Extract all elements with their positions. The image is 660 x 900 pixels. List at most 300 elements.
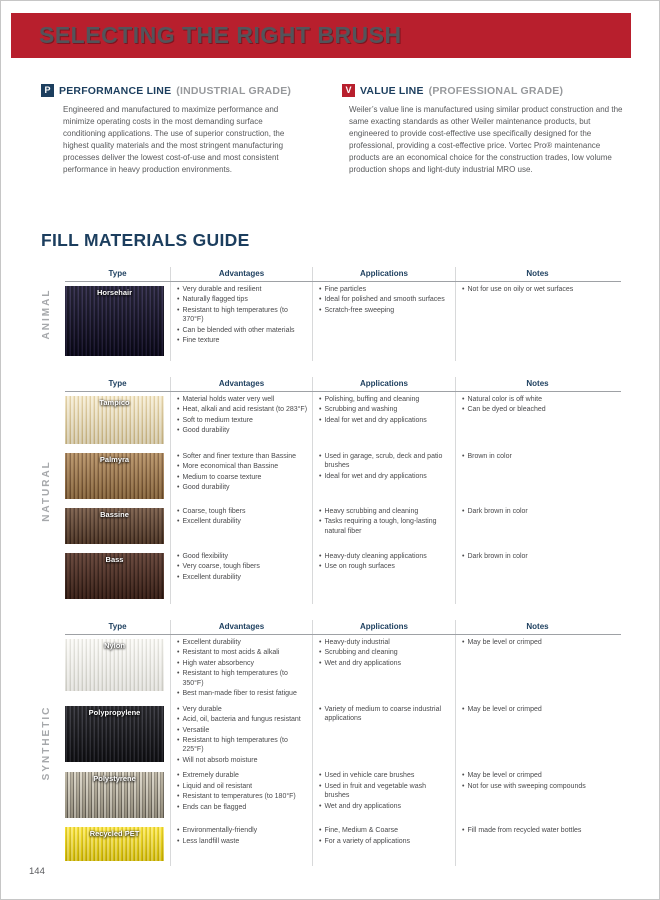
bullet-dot: • <box>177 670 180 678</box>
bullet-text: Best man-made fiber to resist fatigue <box>182 690 297 698</box>
bullet-dot: • <box>177 473 180 481</box>
bullet-dot: • <box>319 802 322 810</box>
page-title: SELECTING THE RIGHT BRUSH <box>39 22 402 48</box>
bullet-dot: • <box>177 649 180 657</box>
bullet-dot: • <box>462 639 465 646</box>
bullet-dot: • <box>177 406 180 414</box>
bullet-dot: • <box>177 427 180 435</box>
applications-cell <box>312 392 455 449</box>
bullet-text: Wet and dry applications <box>324 802 401 810</box>
bullet-item <box>177 782 308 791</box>
notes-cell <box>455 282 619 361</box>
bullet-item <box>319 472 451 481</box>
guide-section-animal <box>41 267 621 361</box>
bullet-text: Environmentally-friendly <box>182 827 258 835</box>
section-label-animal: ANIMAL <box>41 288 52 340</box>
bullet-text: Use on rough surfaces <box>324 563 395 571</box>
value-subtitle: (PROFESSIONAL GRADE) <box>428 84 564 97</box>
bullet-item <box>177 336 308 345</box>
type-label: Polystyrene <box>93 774 136 784</box>
bullet-item <box>177 295 308 304</box>
bullet-item <box>319 771 451 780</box>
bullet-dot: • <box>319 453 322 460</box>
palmyra-swatch-image <box>65 453 164 499</box>
type-cell <box>65 504 170 549</box>
bullet-item <box>177 473 308 482</box>
bullet-text: Less landfill waste <box>182 837 240 845</box>
type-cell <box>65 282 170 361</box>
type-label: Tampico <box>99 398 130 407</box>
bullet-dot: • <box>177 453 180 460</box>
table-row-nylon <box>65 635 621 702</box>
bassine-swatch-image <box>65 508 164 544</box>
bullet-dot: • <box>177 837 180 845</box>
bullet-text: Used in fruit and vegetable wash brushes <box>324 782 427 800</box>
bullet-text: Heavy scrubbing and cleaning <box>324 508 419 515</box>
bullet-text: Scratch-free sweeping <box>324 306 395 314</box>
advantages-cell <box>170 282 312 361</box>
bullet-dot: • <box>177 772 180 780</box>
bullet-text: Not for use with sweeping compounds <box>467 782 586 790</box>
bullet-dot: • <box>177 793 180 801</box>
bullet-item <box>177 483 308 492</box>
polystyrene-swatch-image <box>65 772 164 818</box>
bullet-item <box>177 638 308 647</box>
bullet-item <box>462 507 615 516</box>
bullet-text: Softer and finer texture than Bassine <box>182 453 297 460</box>
bullet-dot: • <box>319 827 322 835</box>
type-label: Palmyra <box>99 455 130 464</box>
table-row-polystyrene <box>65 768 621 823</box>
bullet-item <box>462 771 615 780</box>
bullet-dot: • <box>177 756 180 764</box>
bullet-item <box>319 802 451 811</box>
bullet-dot: • <box>462 453 465 460</box>
type-cell <box>65 549 170 604</box>
bullet-item <box>177 285 308 294</box>
notes-cell <box>455 702 619 769</box>
bullet-dot: • <box>319 837 322 845</box>
bullet-text: Heavy-duty cleaning applications <box>324 553 427 560</box>
bullet-dot: • <box>319 705 322 713</box>
bullet-item <box>177 792 308 801</box>
bullet-dot: • <box>462 782 465 790</box>
bullet-item <box>319 826 451 835</box>
type-label: Polypropylene <box>88 707 141 717</box>
column-header-notes: Notes <box>455 620 619 634</box>
bullet-dot: • <box>177 639 180 646</box>
bullet-dot: • <box>462 705 465 713</box>
bullet-dot: • <box>319 296 322 304</box>
type-label: Bassine <box>100 510 129 519</box>
polypropylene-swatch-image <box>65 706 164 762</box>
applications-cell <box>312 635 455 702</box>
bullet-item <box>462 552 615 561</box>
bullet-item <box>319 552 451 561</box>
column-header-notes: Notes <box>455 377 619 391</box>
bullet-item <box>319 659 451 668</box>
bullet-item <box>177 837 308 846</box>
bullet-text: Dark brown in color <box>467 553 528 560</box>
bullet-text: Good durability <box>182 427 230 435</box>
bullet-text: Not for use on oily or wet surfaces <box>467 286 574 293</box>
bullet-item <box>177 462 308 471</box>
bullet-item <box>462 395 615 404</box>
bullet-item <box>319 405 451 414</box>
performance-title: PERFORMANCE LINE <box>59 84 172 97</box>
bullet-item <box>319 416 451 425</box>
bullet-text: Scrubbing and washing <box>324 406 398 414</box>
bullet-text: Very durable <box>182 705 222 713</box>
bullet-dot: • <box>319 416 322 424</box>
type-cell <box>65 702 170 769</box>
bullet-text: Ideal for wet and dry applications <box>324 416 427 424</box>
bullet-dot: • <box>319 659 322 667</box>
advantages-cell <box>170 449 312 504</box>
notes-cell <box>455 768 619 823</box>
bullet-text: Excellent durability <box>182 639 241 646</box>
bullet-dot: • <box>319 508 322 515</box>
bullet-text: Extremely durable <box>182 772 239 780</box>
page-number: 144 <box>29 866 45 877</box>
column-header-type: Type <box>108 269 127 278</box>
bullet-text: Fill made from recycled water bottles <box>467 827 582 835</box>
bullet-text: Acid, oil, bacteria and fungus resistant <box>182 716 301 724</box>
section-label-natural: NATURAL <box>41 459 52 522</box>
applications-cell <box>312 702 455 769</box>
type-label: Recycled PET <box>89 829 140 839</box>
bullet-item <box>462 452 615 461</box>
section-label-synthetic: SYNTHETIC <box>41 705 52 781</box>
bullet-text: Polishing, buffing and cleaning <box>324 396 420 403</box>
bullet-text: Can be dyed or bleached <box>467 406 546 414</box>
bullet-dot: • <box>177 306 180 314</box>
bullet-item <box>462 285 615 294</box>
bullet-text: Resistant to high temperatures (to 350°F) <box>182 670 288 687</box>
bullet-text: Will not absorb moisture <box>182 756 258 764</box>
bullet-text: More economical than Bassine <box>182 463 279 471</box>
bullet-text: Fine particles <box>324 286 367 293</box>
horsehair-swatch-image <box>65 286 164 356</box>
performance-line-column <box>41 84 328 176</box>
bullet-text: Excellent durability <box>182 573 241 581</box>
bullet-dot: • <box>177 726 180 734</box>
performance-line-heading <box>41 84 328 97</box>
bullet-text: Can be blended with other materials <box>182 326 295 334</box>
advantages-cell <box>170 635 312 702</box>
bullet-item <box>177 405 308 414</box>
guide-header-row <box>65 620 621 635</box>
column-header-applications: Applications <box>312 267 455 281</box>
bullet-text: Ideal for polished and smooth surfaces <box>324 296 445 304</box>
bullet-item <box>177 395 308 404</box>
bullet-dot: • <box>462 508 465 515</box>
table-row-bass <box>65 549 621 604</box>
column-header-type: Type <box>108 622 127 631</box>
bullet-dot: • <box>177 573 180 581</box>
bullet-item <box>319 306 451 315</box>
bullet-dot: • <box>177 416 180 424</box>
bullet-item <box>319 395 451 404</box>
bullet-dot: • <box>319 518 322 526</box>
bullet-dot: • <box>177 803 180 811</box>
guide-header-row <box>65 377 621 392</box>
applications-cell <box>312 549 455 604</box>
bullet-item <box>177 416 308 425</box>
bullet-item <box>177 452 308 461</box>
notes-cell <box>455 392 619 449</box>
notes-cell <box>455 449 619 504</box>
bullet-text: Dark brown in color <box>467 508 528 515</box>
bullet-item <box>462 826 615 835</box>
nylon-swatch-image <box>65 639 164 691</box>
guide-header-row <box>65 267 621 282</box>
applications-cell <box>312 768 455 823</box>
bullet-dot: • <box>177 518 180 526</box>
bullet-dot: • <box>177 296 180 304</box>
bullet-text: May be level or crimped <box>467 639 542 646</box>
bullet-text: May be level or crimped <box>467 705 542 713</box>
bullet-text: Excellent durability <box>182 518 241 526</box>
advantages-cell <box>170 768 312 823</box>
performance-badge-icon: P <box>41 84 54 97</box>
bullet-item <box>319 285 451 294</box>
bullet-text: Coarse, tough fibers <box>182 508 246 515</box>
guide-title: FILL MATERIALS GUIDE <box>41 230 250 250</box>
bullet-item <box>177 659 308 668</box>
guide-section-synthetic <box>41 620 621 866</box>
bullet-text: Liquid and oil resistant <box>182 782 253 790</box>
bullet-item <box>177 517 308 526</box>
bullet-dot: • <box>319 472 322 480</box>
bullet-text: For a variety of applications <box>324 837 411 845</box>
type-cell <box>65 635 170 702</box>
column-header-type: Type <box>108 379 127 388</box>
value-title: VALUE LINE <box>360 84 424 97</box>
bullet-text: Wet and dry applications <box>324 659 401 667</box>
bullet-item <box>319 638 451 647</box>
bullet-text: Material holds water very well <box>182 396 275 403</box>
bullet-item <box>319 562 451 571</box>
column-header-applications: Applications <box>312 620 455 634</box>
applications-cell <box>312 282 455 361</box>
bullet-dot: • <box>319 553 322 560</box>
bullet-item <box>177 573 308 582</box>
value-line-column <box>342 84 629 176</box>
bullet-dot: • <box>177 463 180 471</box>
bullet-item <box>177 803 308 812</box>
bass-swatch-image <box>65 553 164 599</box>
column-header-advantages: Advantages <box>170 377 312 391</box>
bullet-dot: • <box>177 705 180 713</box>
bullet-item <box>177 756 308 765</box>
bullet-dot: • <box>177 716 180 724</box>
type-label: Horsehair <box>96 288 132 297</box>
bullet-item <box>319 295 451 304</box>
value-line-heading <box>342 84 629 97</box>
applications-cell <box>312 823 455 866</box>
bullet-dot: • <box>177 508 180 515</box>
advantages-cell <box>170 823 312 866</box>
bullet-text: High water absorbency <box>182 659 255 667</box>
bullet-text: Ends can be flagged <box>182 803 247 811</box>
bullet-item <box>177 669 308 688</box>
table-row-polypropylene <box>65 702 621 769</box>
bullet-item <box>319 837 451 846</box>
value-badge-icon: V <box>342 84 355 97</box>
type-cell <box>65 768 170 823</box>
table-row-tampico <box>65 392 621 449</box>
bullet-item <box>177 507 308 516</box>
bullet-dot: • <box>462 396 465 403</box>
bullet-text: Fine texture <box>182 337 220 345</box>
bullet-text: Very coarse, tough fibers <box>182 563 260 571</box>
advantages-cell <box>170 549 312 604</box>
bullet-dot: • <box>177 782 180 790</box>
bullet-item <box>319 705 451 724</box>
bullet-item <box>177 306 308 325</box>
bullet-item <box>462 405 615 414</box>
bullet-dot: • <box>319 563 322 571</box>
bullet-dot: • <box>319 306 322 314</box>
bullet-text: Good durability <box>182 484 230 492</box>
applications-cell <box>312 449 455 504</box>
type-cell <box>65 392 170 449</box>
bullet-text: Used in vehicle care brushes <box>324 772 415 780</box>
tampico-swatch-image <box>65 396 164 444</box>
performance-subtitle: (INDUSTRIAL GRADE) <box>176 84 292 97</box>
advantages-cell <box>170 702 312 769</box>
applications-cell <box>312 504 455 549</box>
type-label: Bass <box>105 555 124 564</box>
bullet-text: Variety of medium to coarse industrial applications <box>324 705 442 723</box>
bullet-item <box>319 648 451 657</box>
bullet-text: Brown in color <box>467 453 512 460</box>
bullet-text: Medium to coarse texture <box>182 473 262 481</box>
value-body-text: Weiler’s value line is manufactured using similar product construction and the same exacting standards as other Weiler maintenance products, but engineered to provide cost-effective use specifically designed for the professional, providing a cost-effective price. Vortec Pro® maintenance products are an economical choice for the construction trades, low volume production shops and light-duty industrial MRO use. <box>349 105 623 174</box>
bullet-dot: • <box>319 782 322 790</box>
type-cell <box>65 823 170 866</box>
notes-cell <box>455 635 619 702</box>
bullet-text: Very durable and resilient <box>182 286 262 293</box>
bullet-text: Resistant to high temperatures (to 225°F) <box>182 736 288 754</box>
bullet-item <box>319 452 451 471</box>
bullet-item <box>177 736 308 755</box>
table-row-bassine <box>65 504 621 549</box>
bullet-text: Resistant to most acids & alkali <box>182 649 280 657</box>
bullet-item <box>319 517 451 536</box>
bullet-dot: • <box>319 406 322 414</box>
bullet-item <box>177 726 308 735</box>
bullet-item <box>177 771 308 780</box>
bullet-item <box>462 638 615 647</box>
performance-body-text: Engineered and manufactured to maximize performance and minimize operating costs in the most demanding surface conditioning applications. The use of superior construction, the highest quality materials and the most stringent manufacturing processes deliver the lowest cost-of-use and most consistent performance in heavy production environments. <box>63 105 285 174</box>
bullet-dot: • <box>177 286 180 293</box>
bullet-dot: • <box>177 337 180 345</box>
notes-cell <box>455 504 619 549</box>
page-banner <box>11 13 631 58</box>
bullet-dot: • <box>177 690 180 698</box>
bullet-text: Heavy-duty industrial <box>324 639 390 646</box>
recycled-pet-swatch-image <box>65 827 164 861</box>
table-row-palmyra <box>65 449 621 504</box>
intro-section <box>41 84 629 176</box>
bullet-text: Versatile <box>182 726 210 734</box>
table-row-recycled-pet <box>65 823 621 866</box>
type-cell <box>65 449 170 504</box>
column-header-notes: Notes <box>455 267 619 281</box>
bullet-text: Soft to medium texture <box>182 416 253 424</box>
bullet-dot: • <box>319 649 322 657</box>
bullet-text: Scrubbing and cleaning <box>324 649 398 657</box>
column-header-applications: Applications <box>312 377 455 391</box>
bullet-item <box>177 826 308 835</box>
column-header-advantages: Advantages <box>170 267 312 281</box>
notes-cell <box>455 549 619 604</box>
bullet-dot: • <box>177 326 180 334</box>
bullet-text: May be level or crimped <box>467 772 542 780</box>
bullet-dot: • <box>462 772 465 780</box>
bullet-text: Heat, alkali and acid resistant (to 283°F) <box>182 406 308 414</box>
bullet-text: Good flexibility <box>182 553 228 560</box>
bullet-dot: • <box>462 553 465 560</box>
bullet-item <box>177 648 308 657</box>
notes-cell <box>455 823 619 866</box>
bullet-item <box>319 782 451 801</box>
bullet-dot: • <box>462 406 465 414</box>
bullet-dot: • <box>177 484 180 492</box>
bullet-dot: • <box>462 827 465 835</box>
bullet-text: Naturally flagged tips <box>182 296 248 304</box>
bullet-item <box>177 426 308 435</box>
bullet-item <box>177 705 308 714</box>
bullet-text: Used in garage, scrub, deck and patio brushes <box>324 453 443 470</box>
bullet-text: Resistant to temperatures (to 180°F) <box>182 793 296 801</box>
table-row-horsehair <box>65 282 621 361</box>
type-label: Nylon <box>104 641 125 650</box>
bullet-text: Ideal for wet and dry applications <box>324 472 427 480</box>
bullet-dot: • <box>319 772 322 780</box>
bullet-item <box>319 507 451 516</box>
bullet-text: Resistant to high temperatures (to 370°F) <box>182 306 288 324</box>
guide-sections <box>41 267 621 866</box>
bullet-item <box>177 715 308 724</box>
bullet-dot: • <box>177 553 180 560</box>
bullet-dot: • <box>177 736 180 744</box>
bullet-dot: • <box>177 396 180 403</box>
bullet-item <box>462 705 615 714</box>
bullet-item <box>177 552 308 561</box>
bullet-dot: • <box>319 396 322 403</box>
bullet-item <box>177 562 308 571</box>
bullet-text: Tasks requiring a tough, long-lasting natural fiber <box>324 518 437 535</box>
advantages-cell <box>170 392 312 449</box>
bullet-item <box>177 326 308 335</box>
bullet-text: Natural color is off white <box>467 396 543 403</box>
advantages-cell <box>170 504 312 549</box>
guide-section-natural <box>41 377 621 604</box>
bullet-item <box>462 782 615 791</box>
column-header-advantages: Advantages <box>170 620 312 634</box>
bullet-dot: • <box>462 286 465 293</box>
bullet-dot: • <box>319 639 322 646</box>
bullet-dot: • <box>319 286 322 293</box>
bullet-item <box>177 689 308 698</box>
bullet-text: Fine, Medium & Coarse <box>324 827 398 835</box>
bullet-dot: • <box>177 563 180 571</box>
bullet-dot: • <box>177 827 180 835</box>
bullet-dot: • <box>177 659 180 667</box>
